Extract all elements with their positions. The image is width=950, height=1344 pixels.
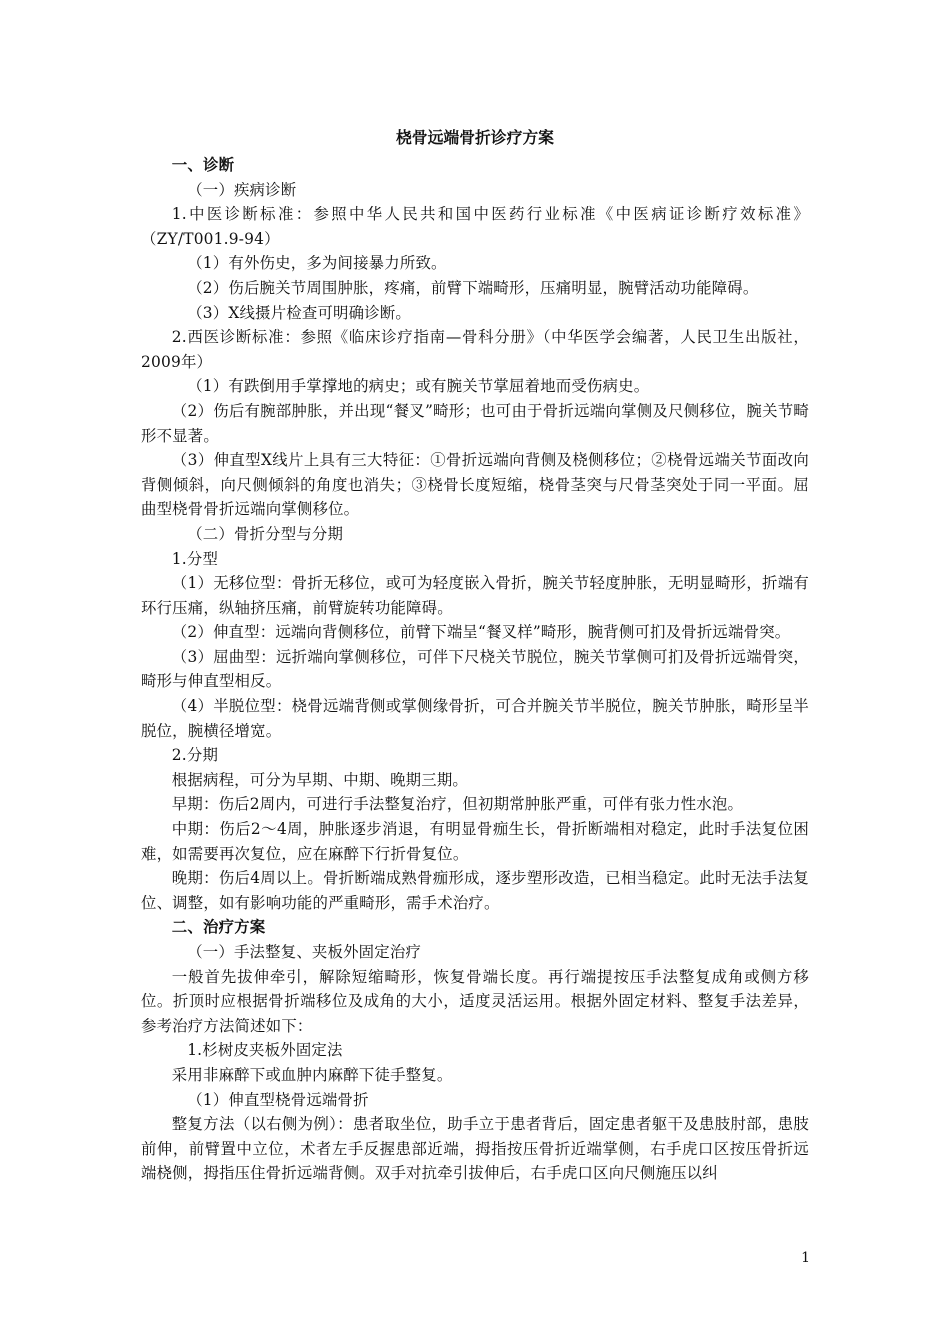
paragraph: 早期：伤后2周内，可进行手法整复治疗，但初期常肿胀严重，可伴有张力性水泡。: [171, 795, 744, 814]
page-number: 1: [801, 1250, 810, 1266]
paragraph: （1）有外伤史，多为间接暴力所致。: [187, 254, 447, 273]
paragraph: 一般首先拔伸牵引，解除短缩畸形，恢复骨端长度。再行端提按压手法整复成角或侧方移位。折顶时应根据骨折端移位及成角的大小，适度灵活运用。根据外固定材料、整复手法差异，参考治疗方法简述如下：: [141, 967, 809, 1035]
paragraph: 1.杉树皮夹板外固定法: [187, 1041, 343, 1060]
paragraph: （1）无移位型：骨折无移位，或可为轻度嵌入骨折，腕关节轻度肿胀，无明显畸形，折端有环行压痛，纵轴挤压痛，前臂旋转功能障碍。: [141, 574, 809, 617]
paragraph: 采用非麻醉下或血肿内麻醉下徒手整复。: [171, 1065, 453, 1084]
paragraph: 中期：伤后2～4周，肿胀逐步消退，有明显骨痂生长，骨折断端相对稳定，此时手法复位困难，如需要再次复位，应在麻醉下行折骨复位。: [141, 820, 809, 863]
subsection-heading: （一）疾病诊断: [187, 180, 297, 199]
paragraph: 1.分型: [171, 549, 219, 568]
section-heading-diagnosis: 一、诊断: [171, 156, 235, 174]
subsection-heading: （二）骨折分型与分期: [187, 524, 344, 543]
paragraph: 2.分期: [171, 746, 219, 765]
paragraph: 2.西医诊断标准：参照《临床诊疗指南—骨科分册》（中华医学会编著，人民卫生出版社，2009年）: [141, 328, 809, 371]
paragraph: （1）有跌倒用手掌撑地的病史；或有腕关节掌屈着地而受伤病史。: [187, 377, 650, 396]
paragraph: 根据病程，可分为早期、中期、晚期三期。: [171, 770, 469, 789]
paragraph: 整复方法（以右侧为例）：患者取坐位，助手立于患者背后，固定患者躯干及患肢肘部，患肢前伸，前臂置中立位，术者左手反握患部近端，拇指按压骨折近端掌侧，右手虎口区按压骨折远端桡侧，拇指压住骨折远端背侧。双手对抗牵引拔伸后，右手虎口区向尺侧施压以纠: [141, 1115, 809, 1183]
paragraph: 1.中医诊断标准：参照中华人民共和国中医药行业标准《中医病证诊断疗效标准》（ZY/T001.9-94）: [141, 205, 809, 248]
paragraph: （2）伸直型：远端向背侧移位，前臂下端呈“餐叉样”畸形，腕背侧可扪及骨折远端骨突。: [171, 623, 791, 642]
paragraph: （2）伤后有腕部肿胀，并出现“餐叉”畸形；也可由于骨折远端向掌侧及尺侧移位，腕关节畸形不显著。: [141, 401, 809, 445]
paragraph: （3）X线摄片检查可明确诊断。: [187, 303, 412, 322]
document-body: [141, 126, 809, 1186]
subsection-heading: （一）手法整复、夹板外固定治疗: [187, 943, 422, 961]
paragraph: （3）伸直型X线片上具有三大特征：①骨折远端向背侧及桡侧移位；②桡骨远端关节面改向背侧倾斜，向尺侧倾斜的角度也消失；③桡骨长度短缩，桡骨茎突与尺骨茎突处于同一平面。屈曲型桡骨骨折远端向掌侧移位。: [141, 451, 809, 519]
section-heading-treatment: 二、治疗方案: [171, 918, 266, 937]
paragraph: （3）屈曲型：远折端向掌侧移位，可伴下尺桡关节脱位，腕关节掌侧可扪及骨折远端骨突，畸形与伸直型相反。: [141, 647, 809, 691]
paragraph: （2）伤后腕关节周围肿胀，疼痛，前臂下端畸形，压痛明显，腕臂活动功能障碍。: [187, 278, 759, 297]
paragraph: 晚期：伤后4周以上。骨折断端成熟骨痂形成，逐步塑形改造，已相当稳定。此时无法手法复位、调整，如有影响功能的严重畸形，需手术治疗。: [141, 869, 809, 912]
paragraph: （4）半脱位型：桡骨远端背侧或掌侧缘骨折，可合并腕关节半脱位，腕关节肿胀，畸形呈半脱位，腕横径增宽。: [141, 697, 809, 740]
document-title: 桡骨远端骨折诊疗方案: [396, 128, 554, 147]
paragraph: （1）伸直型桡骨远端骨折: [187, 1090, 369, 1109]
